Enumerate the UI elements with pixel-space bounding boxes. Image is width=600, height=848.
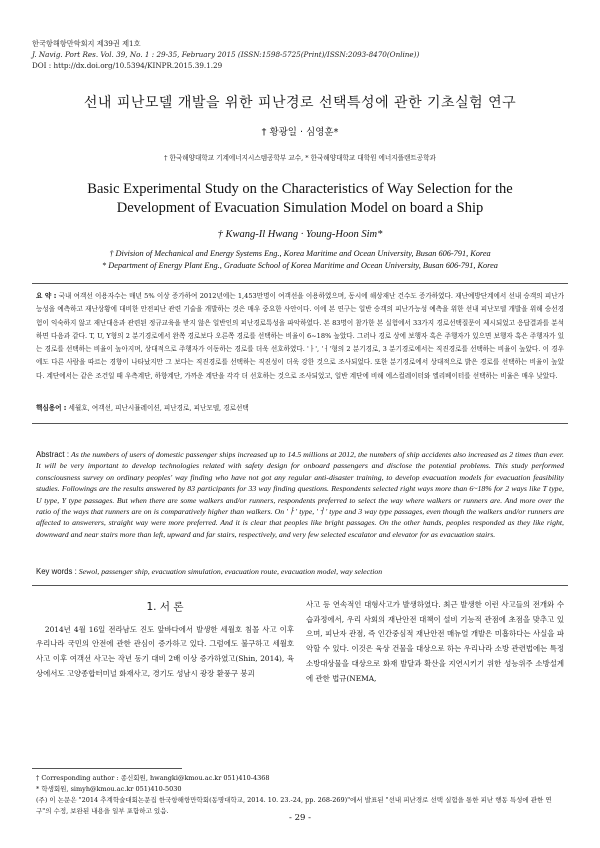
english-title-line2: Development of Evacuation Simulation Model on board a Ship <box>116 200 484 216</box>
korean-affiliation: † 한국해양대학교 기계에너지시스템공학부 교수, * 한국해양대학교 대학원 에너지플랜트공학과 <box>164 154 436 162</box>
footnote-note: (주) 이 논문은 "2014 추계학술대회논문집 한국항해항만학회(동명대학교, 2014. 10. 23.-24, pp. 268-269)"에서 발표된 "선내 피난경로 선택 실험을 통한 피난 행동 특성에 관한 연구"의 수정, 보완된 내용을 일부 포함하고 있음. <box>36 796 552 815</box>
english-affiliation-1: † Division of Mechanical and Energy Systems Eng., Korea Maritime and Ocean University, Busan 606-791, Korea <box>109 249 491 258</box>
doi-link[interactable]: DOI : http://dx.doi.org/10.5394/KINPR.2015.39.1.29 <box>32 61 223 70</box>
english-keywords-label: Key words : <box>36 567 77 576</box>
korean-keywords-label: 핵심용어 : <box>36 404 67 412</box>
footnote-student-member: * 학생회원, simyh@kmou.ac.kr 051)410-5030 <box>36 785 182 793</box>
footnote-divider <box>32 768 182 769</box>
journal-name-ko: 한국항해항만학회지 제39권 제1호 <box>32 39 141 48</box>
english-abstract-label: Abstract : <box>36 450 70 459</box>
body-text-left: 2014년 4월 16일 전라남도 진도 앞바다에서 발생한 세월호 침몰 사고 이후 우리나라 국민의 안전에 관한 관심이 증가하고 있다. 그럼에도 불구하고 세월호 사고 이후 여객선 사고는 작년 동기 대비 2배 이상 증가하였고(Shin, 2014), 육상에서도 고양종합터미널 화재사고, 경기도 성남시 광장 환풍구 붕괴 <box>36 624 294 678</box>
english-keywords-text: Sewol, passenger ship, evacuation simulation, evacuation route, evacuation model, way selection <box>78 567 383 576</box>
korean-abstract-label: 요 약 : <box>36 292 57 300</box>
english-affiliations <box>40 248 560 272</box>
divider-mid <box>32 423 568 424</box>
korean-keywords <box>36 402 249 412</box>
english-affiliation-2: * Department of Energy Plant Eng., Graduate School of Korea Maritime and Ocean University, Busan 606-791, Korea <box>102 261 498 270</box>
korean-keywords-text: 세월호, 여객선, 피난시뮬레이션, 피난경로, 피난모델, 경로선택 <box>68 404 249 412</box>
english-authors: † Kwang-Il Hwang · Young-Hoon Sim* <box>217 229 383 240</box>
english-title <box>60 180 540 218</box>
english-abstract-text: As the numbers of users of domestic passenger ships increased up to 14.5 millions at 2012, the numbers of ship accidents also increased as 2 times than ever. It will be very important to develop technologies related with safety design for onboard passengers and disclose the potential problems. This study performed consciousness survey on ordinary peoples' way finding who have not got any regular anti-disaster training, to develop evacuation models for evacuation feasibility studies. Followings are the results answered by 83 participants for 33 way finding questions. Respondents selected right ways more than 6~18% for 2 ways like T type, U type, Y type passages. But when there are some walkers and/or runners, respondents preferred to select the way where walkers or runners are. And more over the ratio of the ways that runners are on is comparatively higher than walkers. On 'ㅏ' type, 'ㅓ' type and 3 way type passages, even though the walkers and/or runners are affected to answerers, straight way were more preferred. And it is clear that peoples like bright passages. On the other hands, peoples responded as they like right, downward and near stairs more than left, upward and far stairs, respectively, and very few selected escalator and elevator for as evacuation stairs. <box>36 450 564 539</box>
body-column-left <box>36 598 294 682</box>
korean-authors: † 황광일 · 심영훈* <box>261 127 339 138</box>
divider-bottom <box>32 585 568 586</box>
korean-abstract <box>36 290 564 383</box>
page-number: - 29 - <box>289 813 311 823</box>
english-abstract <box>36 449 564 540</box>
english-keywords <box>36 567 382 576</box>
journal-header <box>32 38 419 71</box>
section-title-introduction: 1. 서 론 <box>146 601 184 613</box>
korean-title: 선내 피난모델 개발을 위한 피난경로 선택특성에 관한 기초실험 연구 <box>83 95 517 111</box>
korean-abstract-text: 국내 여객선 이용자수는 매년 5% 이상 증가하여 2012년에는 1,453만명이 여객선을 이용하였으며, 동시에 해상재난 건수도 증가하였다. 재난예방단계에서 선내 승객의 피난가능성을 예측하고 재난상황에 대비한 안전피난 관련 기술을 개발하는 것은 매우 중요한 사안이다. 이에 본 연구는 일반 승객의 피난가능성 예측을 위한 선내 피난모델 개발을 위해 승선경험이 익숙하지 않고 재난대응과 관련된 정규교육을 받지 않은 일반인의 피난경로특성을 파악하였다. 본 83명이 참가한 본 실험에서 33가지 경로선택질문이 제시되었고 응답결과를 분석하면 다음과 같다. T, U, Y형의 2 분기경로에서 완쪽 경로보다 오른쪽 경로를 선택하는 비율이 6~18% 높았다. 그러나 경로 상에 보행자 혹은 주행자가 있으면 보행자 혹은 주행자가 있는 경로를 선택하는 비율이 높아지며, 상대적으로 주행자가 이동하는 경로를 더욱 선호하였다. 'ㅏ', 'ㅓ'형의 2 분기경로, 3 분기경로에서는 직진경로를 선택하는 비율이 높았다. 이 경우에도 다른 사람을 따르는 경향이 나타났지만 그 보다는 직진경로를 선택하는 직진성이 더욱 강한 것으로 조사되었다. 또한 분기경로에서 상대적으로 밝은 경로를 선택하는 비율이 높았다. 계단에서는 같은 조건일 때 우측계단, 하향계단, 가까운 계단을 각각 더 선호하는 것으로 조사되었고, 일반 계단에 비해 에스컬레이터와 엘리베이터를 선택하는 비율은 매우 낮았다. <box>36 292 564 380</box>
divider-top <box>32 283 568 284</box>
english-title-line1: Basic Experimental Study on the Characteristics of Way Selection for the <box>87 181 513 197</box>
body-text-right: 사고 등 연속적인 대형사고가 발생하였다. 최근 발생한 이런 사고들의 전개와 수습과정에서, 우리 사회의 재난안전 대책이 설비 기능적 관점에 초점을 맞추고 있으며, 피난자 관점, 즉 인간중심적 재난안전 매뉴얼 개발은 미흡하다는 사실을 파악할 수 있다. 이것은 육상 건물을 대상으로 하는 우리나라 소방 관련법에는 특정소방대상물을 대상으로 화재 발달과 확산을 지연시키기 위한 성능위주 소방설계에 관한 법규(NEMA, <box>306 600 564 683</box>
footnotes <box>36 773 564 817</box>
footnote-corresponding-author: † Corresponding author : 종신회원, hwangki@kmou.ac.kr 051)410-4368 <box>36 774 270 782</box>
journal-citation: J. Navig. Port Res. Vol. 39, No. 1 : 29-35, February 2015 (ISSN:1598-5725(Print)/ISSN:2093-8470(Online)) <box>32 50 420 59</box>
body-column-right <box>306 598 564 686</box>
